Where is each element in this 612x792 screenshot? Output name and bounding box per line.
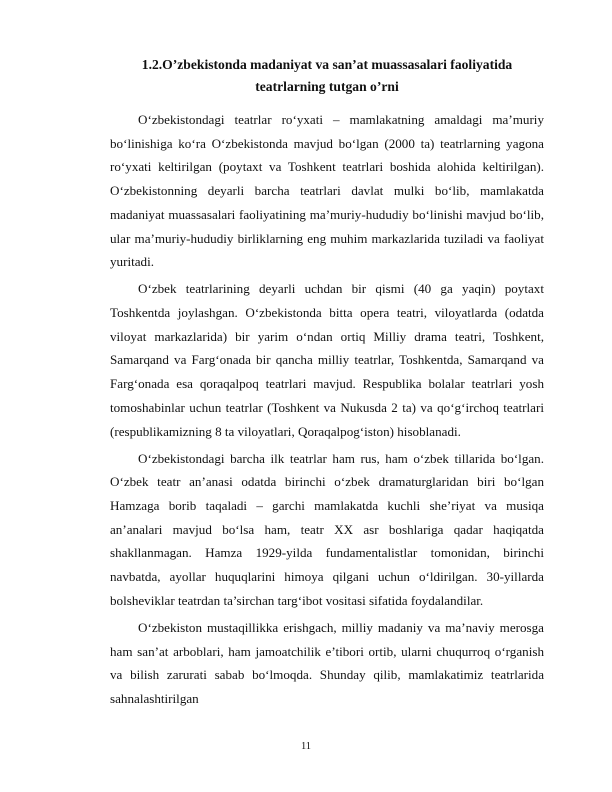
page-number: 11 [300, 741, 312, 752]
paragraph-independence: O‘zbekiston mustaqillikka erishgach, milliy madaniy va ma’naviy merosga ham san’at arboblari, ham jamoatchilik e’tibori ortib, ularni chuqurroq o‘rganish va bilish zarurati sabab bo‘lmoqda. Shunday qilib, mamlakatimiz teatrlarida sahnalashtirilgan [110, 619, 544, 707]
paragraph-theatre-history: O‘zbekistondagi barcha ilk teatrlar ham rus, ham o‘zbek tillarida bo‘lgan. O‘zbek teatr an’anasi odatda birinchi o‘zbek dramaturglaridan biri bo‘lgan Hamzaga borib taqaladi – garchi mamlakatda kuchli she’riyat va musiqa an’analari mavjud bo‘lsa ham, teatr XX asr boshlariga qadar haqiqatda shakllanmagan. Hamza 1929-yilda fundamentalistlar tomonidan, birinchi navbatda, ayollar huquqlarini himoya qilgani uchun o‘ldirilgan. 30-yillarda bolsheviklar teatrdan ta’sirchan targ‘ibot vositasi sifatida foydalandilar. [110, 450, 544, 608]
section-heading: 1.2.O’zbekistonda madaniyat va san’at muassasalari faoliyatida teatrlarning tutgan o’rni [141, 57, 513, 94]
body-text [110, 108, 544, 714]
paragraph-theatre-list: O‘zbekistondagi teatrlar ro‘yxati – mamlakatning amaldagi ma’muriy bo‘linishiga ko‘ra O‘zbekistonda mavjud bo‘lgan (2000 ta) teatrlarning yagona ro‘yxati keltirilgan (poytaxt va Toshkent teatrlari boshida alohida keltirilgan). O‘zbekistonning deyarli barcha teatrlari davlat mulki bo‘lib, mamlakatda madaniyat muassasalari faoliyatining ma’muriy-hududiy bo‘linishi mavjud bo‘lib, ular ma’muriy-hududiy birliklarning eng muhim markazlarida tuziladi va faoliyat yuritadi. [110, 112, 544, 270]
paragraph-theatre-locations: O‘zbek teatrlarining deyarli uchdan bir qismi (40 ga yaqin) poytaxt Toshkentda joylashgan. O‘zbekistonda bitta opera teatri, viloyatlarda (odatda viloyat markazlarida) bir yarim o‘ndan ortiq Milliy drama teatri, Toshkent, Samarqand va Farg‘onada bir qancha milliy teatrlar, Toshkentda, Samarqand va Farg‘onada esa qoraqalpoq teatrlari mavjud. Respublika bolalar teatrlari yosh tomoshabinlar uchun teatrlar (Toshkent va Nukusda 2 ta) va qo‘g‘irchoq teatrlari (respublikamizning 8 ta viloyatlari, Qoraqalpog‘iston) hisoblanadi. [110, 281, 544, 439]
